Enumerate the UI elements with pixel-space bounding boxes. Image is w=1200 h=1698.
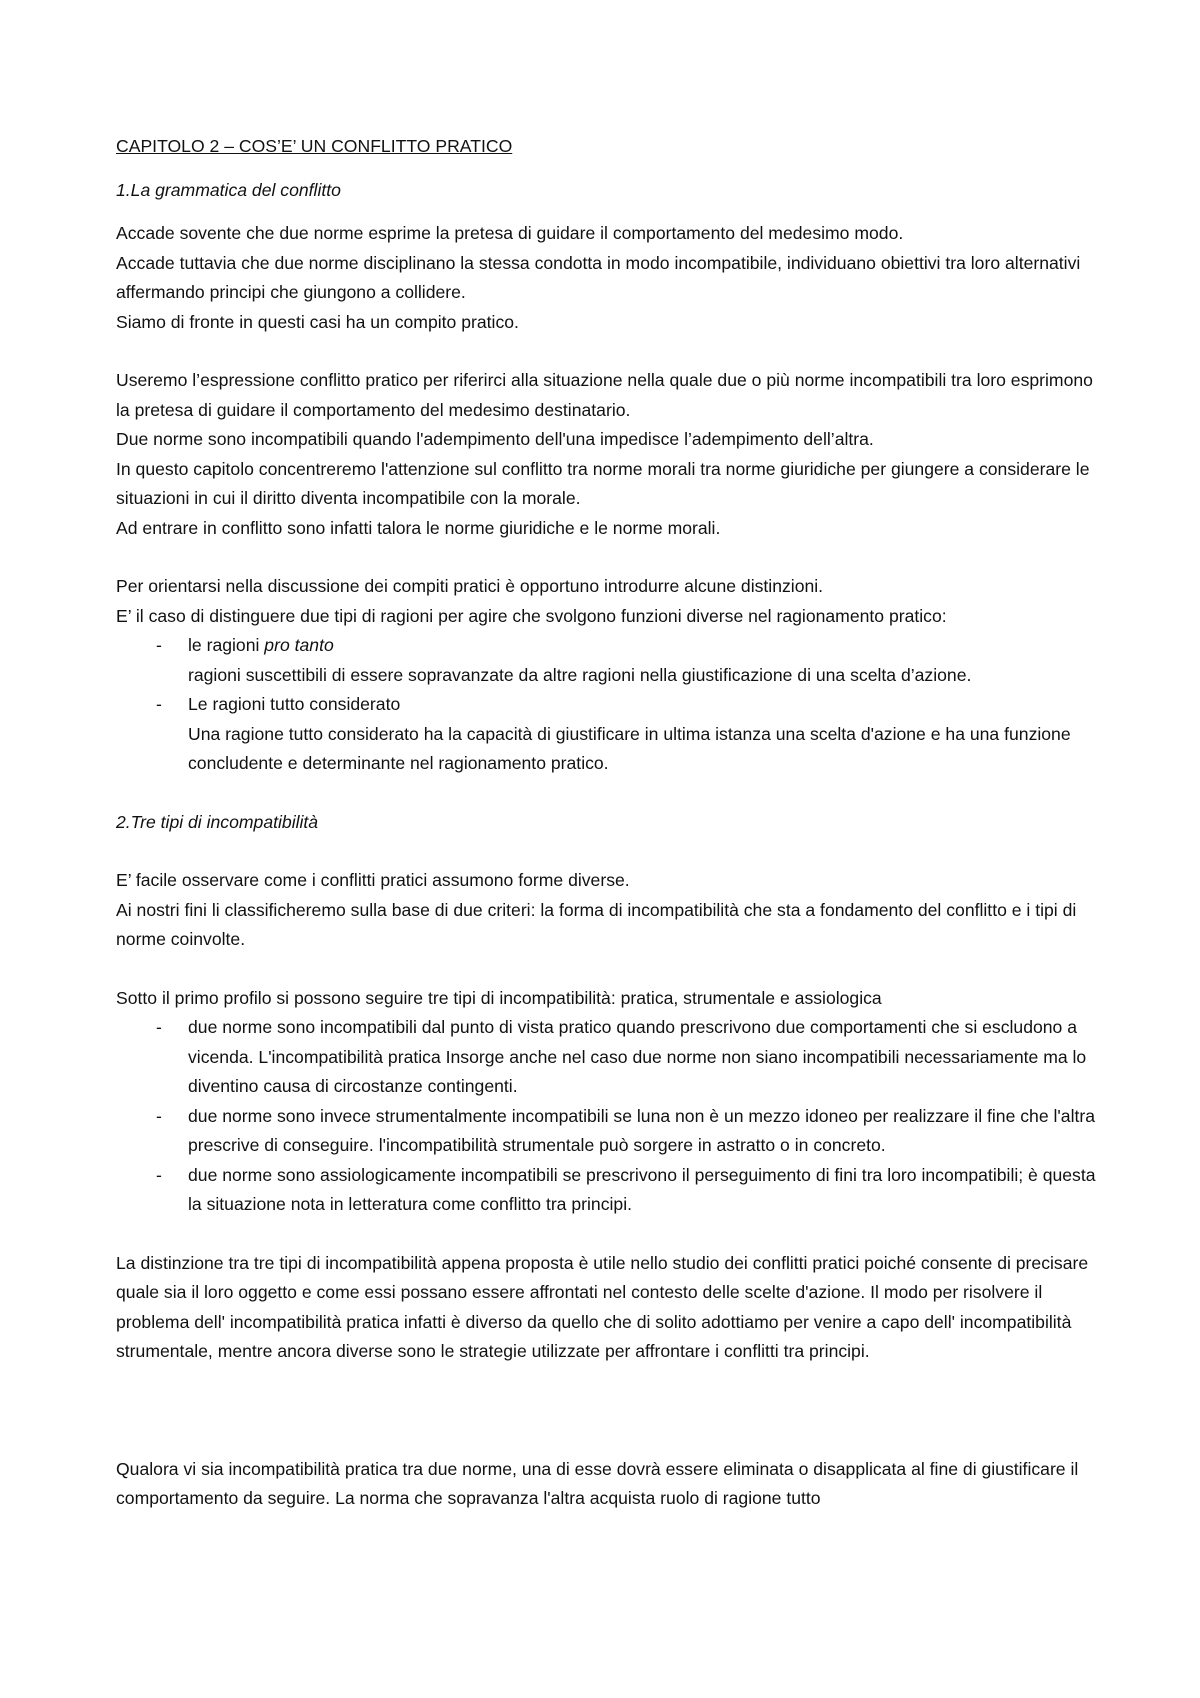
spacer bbox=[116, 1220, 1106, 1249]
incompatibility-list bbox=[116, 1013, 1106, 1220]
section-2-paragraph-3: La distinzione tra tre tipi di incompatibilità appena proposta è utile nello studio dei conflitti pratici poiché consente di precisare quale sia il loro oggetto e come essi possano essere affrontati nel contesto delle scelte d'azione. Il modo per risolvere il problema dell' incompatibilità pratica infatti è diverso da quello che di solito adottiamo per venire a capo dell' incompatibilità strumentale, mentre ancora diverse sono le strategie utilizzate per affrontare i conflitti tra principi. bbox=[116, 1252, 1089, 1361]
list-item-heading bbox=[188, 635, 334, 655]
list-item-text: due norme sono assiologicamente incompatibili se prescrivono il perseguimento di fini tra loro incompatibili; è questa la situazione nota in letteratura come conflitto tra principi. bbox=[188, 1164, 1096, 1214]
spacer bbox=[116, 205, 1106, 219]
section-2-paragraph-4: Qualora vi sia incompatibilità pratica tra due norme, una di esse dovrà essere eliminata o disapplicata al fine di giustificare il comportamento da seguire. La norma che sopravanza l'altra acquista ruolo di ragione tutto bbox=[116, 1458, 1079, 1508]
text-line: Ai nostri fini li classificheremo sulla base di due criteri: la forma di incompatibilità che sta a fondamento del conflitto e i tipi di norme coinvolte. bbox=[116, 899, 1077, 949]
section-1-paragraph-2 bbox=[116, 366, 1106, 543]
list-dash: - bbox=[156, 1164, 162, 1185]
list-dash: - bbox=[156, 635, 162, 655]
list-item bbox=[116, 1013, 1106, 1102]
section-1-title: 1.La grammatica del conflitto bbox=[116, 179, 341, 200]
list-item bbox=[116, 1102, 1106, 1161]
text-line: Accade sovente che due norme esprime la pretesa di guidare il comportamento del medesimo modo. bbox=[116, 223, 904, 243]
list-item-heading bbox=[188, 694, 400, 714]
list-dash: - bbox=[156, 1105, 162, 1126]
spacer bbox=[116, 837, 1106, 866]
spacer bbox=[116, 1367, 1106, 1455]
list-item bbox=[116, 1161, 1106, 1220]
section-1-paragraph-3 bbox=[116, 572, 1106, 631]
text-line: Accade tuttavia che due norme disciplinano la stessa condotta in modo incompatibile, individuano obiettivi tra loro alternativi affermando principi che giungono a collidere. bbox=[116, 252, 1081, 302]
list-dash: - bbox=[156, 694, 162, 714]
list-item-heading-italic: pro tanto bbox=[264, 635, 334, 655]
text-line: Ad entrare in conflitto sono infatti talora le norme giuridiche e le norme morali. bbox=[116, 517, 721, 538]
text-line: Per orientarsi nella discussione dei compiti pratici è opportuno introdurre alcune distinzioni. bbox=[116, 576, 824, 596]
document-page bbox=[116, 132, 1106, 1514]
section-2-paragraph-1 bbox=[116, 866, 1106, 955]
list-item-body: Una ragione tutto considerato ha la capacità di giustificare in ultima istanza una scelta d'azione e ha una funzione concludente e determinante nel ragionamento pratico. bbox=[188, 723, 1071, 773]
text-line: Siamo di fronte in questi casi ha un compito pratico. bbox=[116, 311, 519, 332]
list-item-heading-text: le ragioni bbox=[188, 635, 265, 655]
chapter-title: CAPITOLO 2 – COS’E’ UN CONFLITTO PRATICO bbox=[116, 136, 513, 156]
text-line: E’ facile osservare come i conflitti pratici assumono forme diverse. bbox=[116, 870, 630, 890]
spacer bbox=[116, 955, 1106, 984]
list-item bbox=[116, 690, 1106, 779]
list-item-text: due norme sono incompatibili dal punto di vista pratico quando prescrivono due comportamenti che si escludono a vicenda. L'incompatibilità pratica Insorge anche nel caso due norme non siano incompatibili necessariamente ma lo diventino causa di circostanze contingenti. bbox=[188, 1017, 1087, 1096]
text-line: E’ il caso di distinguere due tipi di ragioni per agire che svolgono funzioni diverse nel ragionamento pratico: bbox=[116, 605, 947, 626]
spacer bbox=[116, 337, 1106, 366]
section-2-title: 2.Tre tipi di incompatibilità bbox=[116, 811, 319, 832]
list-dash: - bbox=[156, 1017, 162, 1037]
text-line: Due norme sono incompatibili quando l'adempimento dell'una impedisce l’adempimento dell’altra. bbox=[116, 429, 874, 449]
text-line: In questo capitolo concentreremo l'attenzione sul conflitto tra norme morali tra norme giuridiche per giungere a considerare le situazioni in cui il diritto diventa incompatibile con la morale. bbox=[116, 458, 1090, 508]
list-item-heading-text: Le ragioni tutto considerato bbox=[188, 694, 401, 714]
text-line: Useremo l’espressione conflitto pratico per riferirci alla situazione nella quale due o più norme incompatibili tra loro esprimono la pretesa di guidare il comportamento del medesimo destinatario. bbox=[116, 370, 1093, 420]
list-item bbox=[116, 631, 1106, 690]
list-item-text: due norme sono invece strumentalmente incompatibili se luna non è un mezzo idoneo per realizzare il fine che l'altra prescrive di conseguire. l'incompatibilità strumentale può sorgere in astratto o in concreto. bbox=[188, 1105, 1096, 1155]
spacer bbox=[116, 779, 1106, 808]
list-item-body: ragioni suscettibili di essere sopravanzate da altre ragioni nella giustificazione di una scelta d’azione. bbox=[188, 664, 972, 685]
reasons-list bbox=[116, 631, 1106, 779]
section-1-paragraph-1 bbox=[116, 219, 1106, 337]
spacer bbox=[116, 543, 1106, 572]
section-2-paragraph-2-intro: Sotto il primo profilo si possono seguire tre tipi di incompatibilità: pratica, strumentale e assiologica bbox=[116, 987, 882, 1008]
